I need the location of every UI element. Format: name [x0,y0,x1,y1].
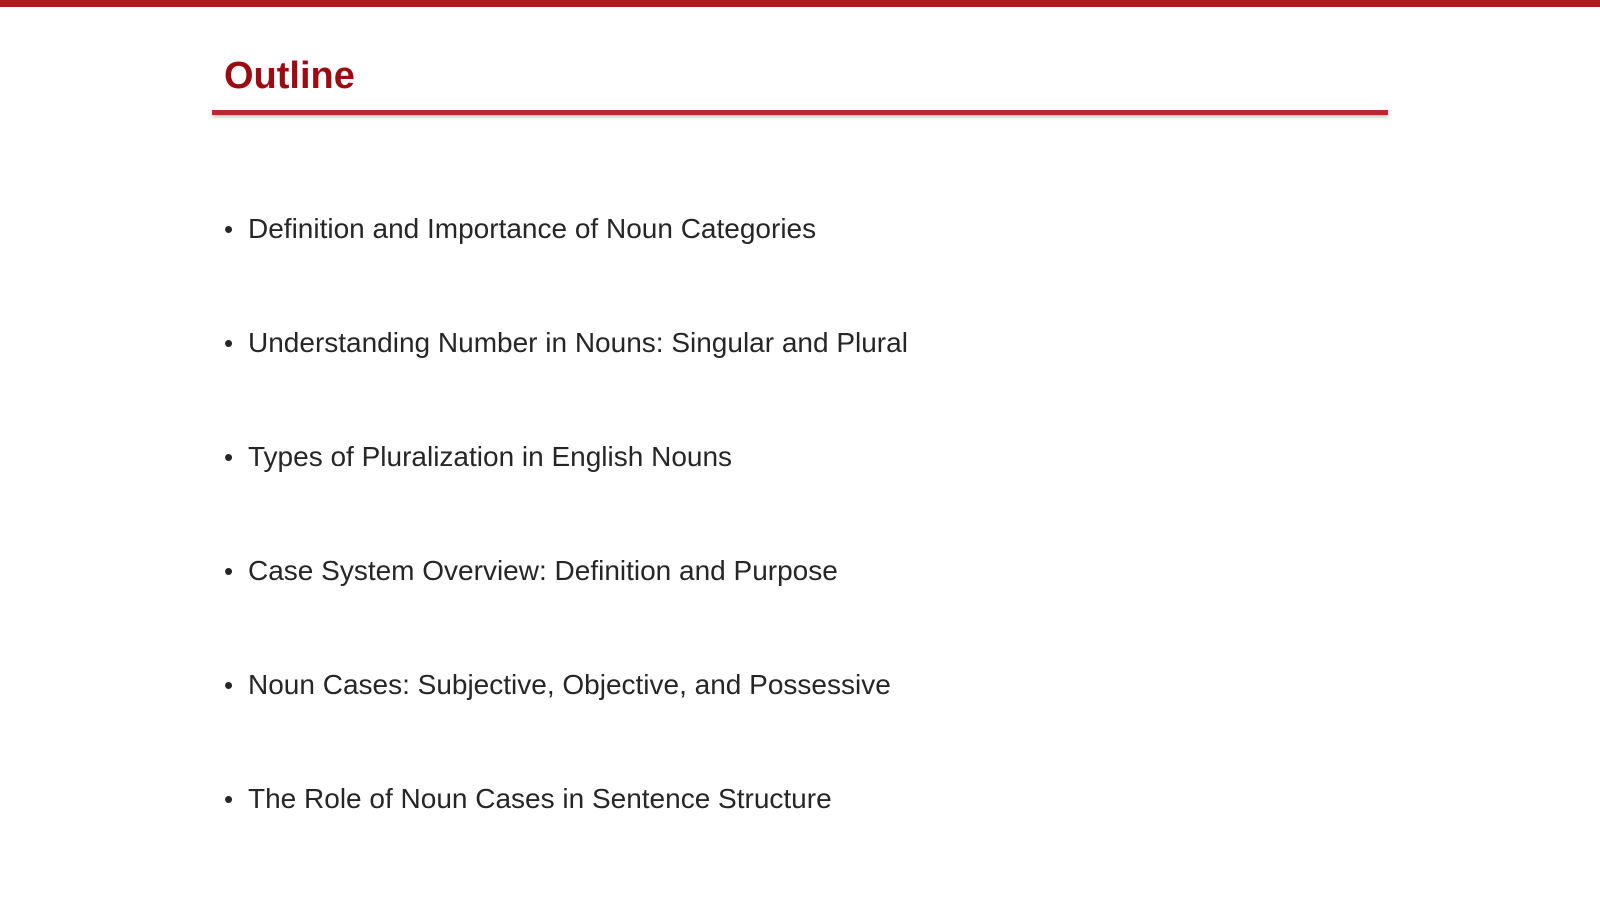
bullet-icon: • [224,556,234,586]
list-item [224,200,908,314]
bullet-icon: • [224,670,234,700]
list-item [224,542,908,656]
top-accent-bar [0,0,1600,7]
list-item [224,656,908,770]
outline-item-label: Case System Overview: Definition and Purpose [248,555,838,586]
slide-title: Outline [224,55,355,97]
outline-item-label: Types of Pluralization in English Nouns [248,441,733,472]
bullet-icon: • [224,784,234,814]
bullet-icon: • [224,442,234,472]
list-item [224,428,908,542]
bullet-icon: • [224,328,234,358]
bullet-icon: • [224,214,234,244]
outline-item-label: Definition and Importance of Noun Categories [248,213,817,244]
list-item [224,770,908,884]
outline-item-label: The Role of Noun Cases in Sentence Structure [248,783,832,814]
outline-item-label: Understanding Number in Nouns: Singular and Plural [248,327,908,358]
outline-item-label: Noun Cases: Subjective, Objective, and Possessive [248,669,891,700]
outline-list [224,200,908,884]
title-underline [212,110,1388,115]
list-item [224,314,908,428]
